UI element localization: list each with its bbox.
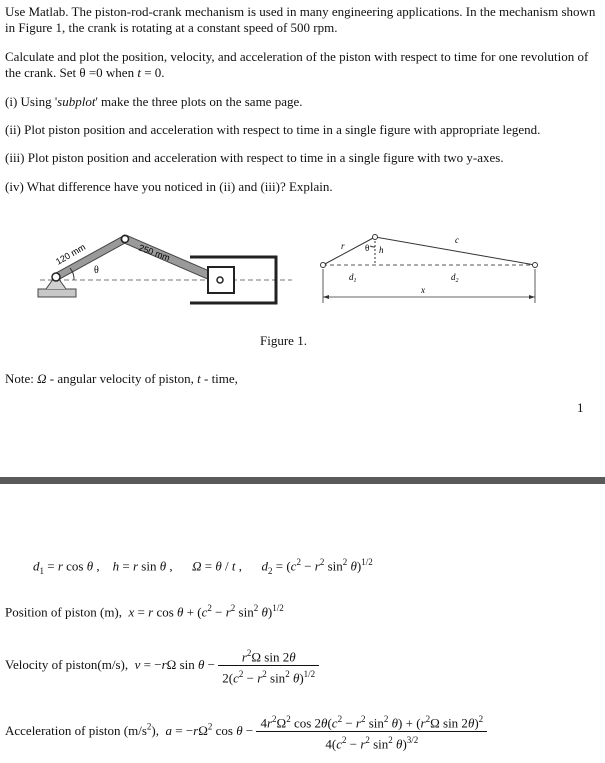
x-label: x xyxy=(421,285,425,295)
item-i-text-b: ' make the three plots on the same page. xyxy=(95,94,303,109)
item-ii: (ii) Plot piston position and acceleration with respect to time in a single figure with appropriate legend. xyxy=(5,122,541,137)
r-label: r xyxy=(341,241,345,251)
sketch-theta-label: θ xyxy=(365,243,370,253)
angle-label: θ xyxy=(94,265,99,276)
ground-support xyxy=(38,289,76,297)
intro-paragraph: Use Matlab. The piston-rod-crank mechanism is used in many engineering applications. In the mechanism shown in Figure 1, the crank is rotating at a constant speed of 500 rpm. xyxy=(5,4,596,35)
page-number: 1 xyxy=(577,400,584,415)
rod-length-label: 250 mm xyxy=(137,242,172,264)
item-i xyxy=(5,94,600,110)
geometry-sketch xyxy=(315,225,545,310)
task-text-b: = 0. xyxy=(144,65,165,80)
equation-definitions: $d_1 = r$ cos θ , h = r sin θ , Ω = θ / t , $d_2 = (c^2 - r^2$ $\sin^2 \theta)^{1/2}$ xyxy=(33,557,373,576)
equation-velocity: Velocity of piston(m/s), v = −rΩ sin θ − $\frac{r^2\Omega \sin 2\theta}{2(c^2 - r^2 \sin^2 \theta)^{1/2}}$ xyxy=(5,645,319,687)
item-i-code: subplot xyxy=(57,94,96,109)
mechanism-drawing xyxy=(30,225,300,315)
h-label: h xyxy=(379,245,384,255)
equation-position: Position of piston (m), x = r $\cos \theta + (c^2 - r^2$ $\sin^2 \theta)^{1/2}$ xyxy=(5,603,284,620)
c-label: c xyxy=(455,235,459,245)
item-iv: (iv) What difference have you noticed in (ii) and (iii)? Explain. xyxy=(5,179,333,194)
task-text-a: Calculate and plot the position, velocity, and acceleration of the piston with respect to time for one revolution of the crank. Set θ =0 when xyxy=(5,49,589,80)
note-text: Note: Ω - angular velocity of piston, t - time, xyxy=(5,371,238,386)
task-t: t xyxy=(137,65,141,80)
item-i-text-a: (i) Using ' xyxy=(5,94,58,109)
d1-label: $d_1$ xyxy=(349,272,357,284)
page-separator xyxy=(0,477,605,484)
task-paragraph xyxy=(5,49,600,81)
d2-label: $d_2$ xyxy=(451,272,459,284)
crank-length-label: 120 mm xyxy=(54,241,88,267)
figure-caption: Figure 1. xyxy=(260,333,307,348)
item-iii: (iii) Plot piston position and acceleration with respect to time in a single figure with two y-axes. xyxy=(5,150,504,165)
equation-acceleration: Acceleration of piston $(m/s^2)$, $a = -r\Omega^2$ cos θ − $\frac{4r^2\Omega^2 \cos 2\theta(c^2 - r^2 \sin^2 \theta) + (r^2\Omega \sin 2\theta)^2}{4(c^2 - r^2 \sin^2 \theta)^{3/2}}$ xyxy=(5,711,487,753)
